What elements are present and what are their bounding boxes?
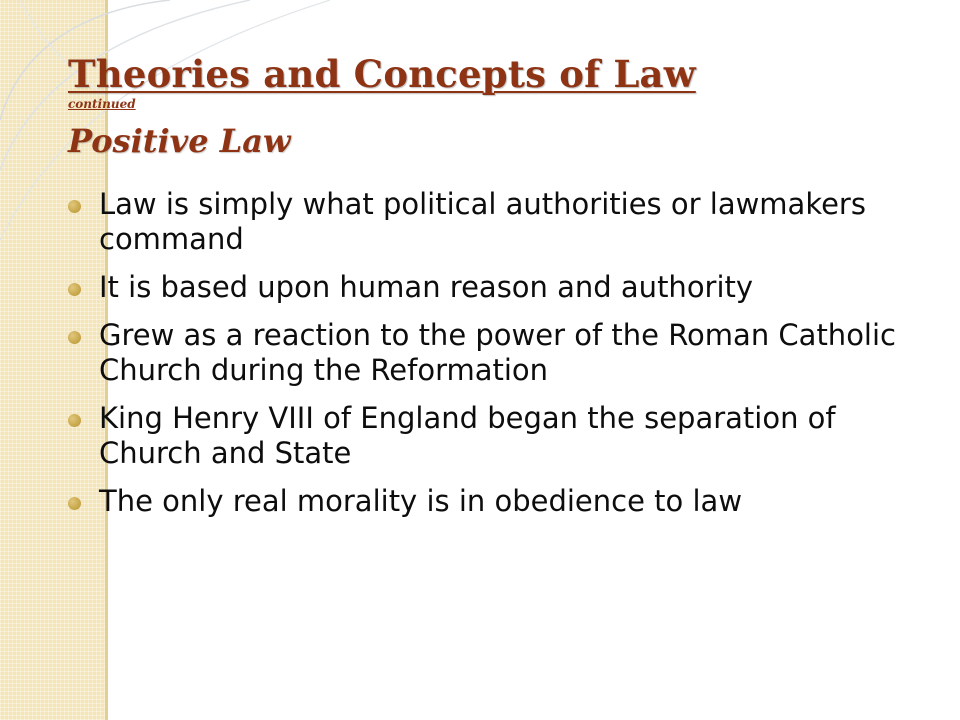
gold-circle-bullet-icon — [68, 331, 81, 344]
bullet-text: King Henry VIII of England began the separation of Church and State — [99, 401, 836, 470]
bullet-text: Law is simply what political authorities or lawmakers command — [99, 187, 866, 256]
title-block — [68, 52, 868, 161]
slide-title: Theories and Concepts of Law — [68, 52, 696, 96]
bullet-text: It is based upon human reason and authority — [99, 270, 754, 304]
gold-circle-bullet-icon — [68, 200, 81, 213]
bullet-list — [68, 187, 908, 532]
bullet-item — [68, 318, 908, 388]
bullet-item — [68, 270, 908, 305]
bullet-item — [68, 187, 908, 257]
gold-circle-bullet-icon — [68, 283, 81, 296]
title-continued-label: continued — [68, 97, 136, 111]
gold-circle-bullet-icon — [68, 497, 81, 510]
bullet-item — [68, 401, 908, 471]
gold-circle-bullet-icon — [68, 414, 81, 427]
bullet-text: The only real morality is in obedience to law — [99, 484, 743, 518]
section-heading: Positive Law — [68, 122, 291, 160]
bullet-item — [68, 484, 908, 519]
bullet-text: Grew as a reaction to the power of the Roman Catholic Church during the Reformation — [99, 318, 896, 387]
